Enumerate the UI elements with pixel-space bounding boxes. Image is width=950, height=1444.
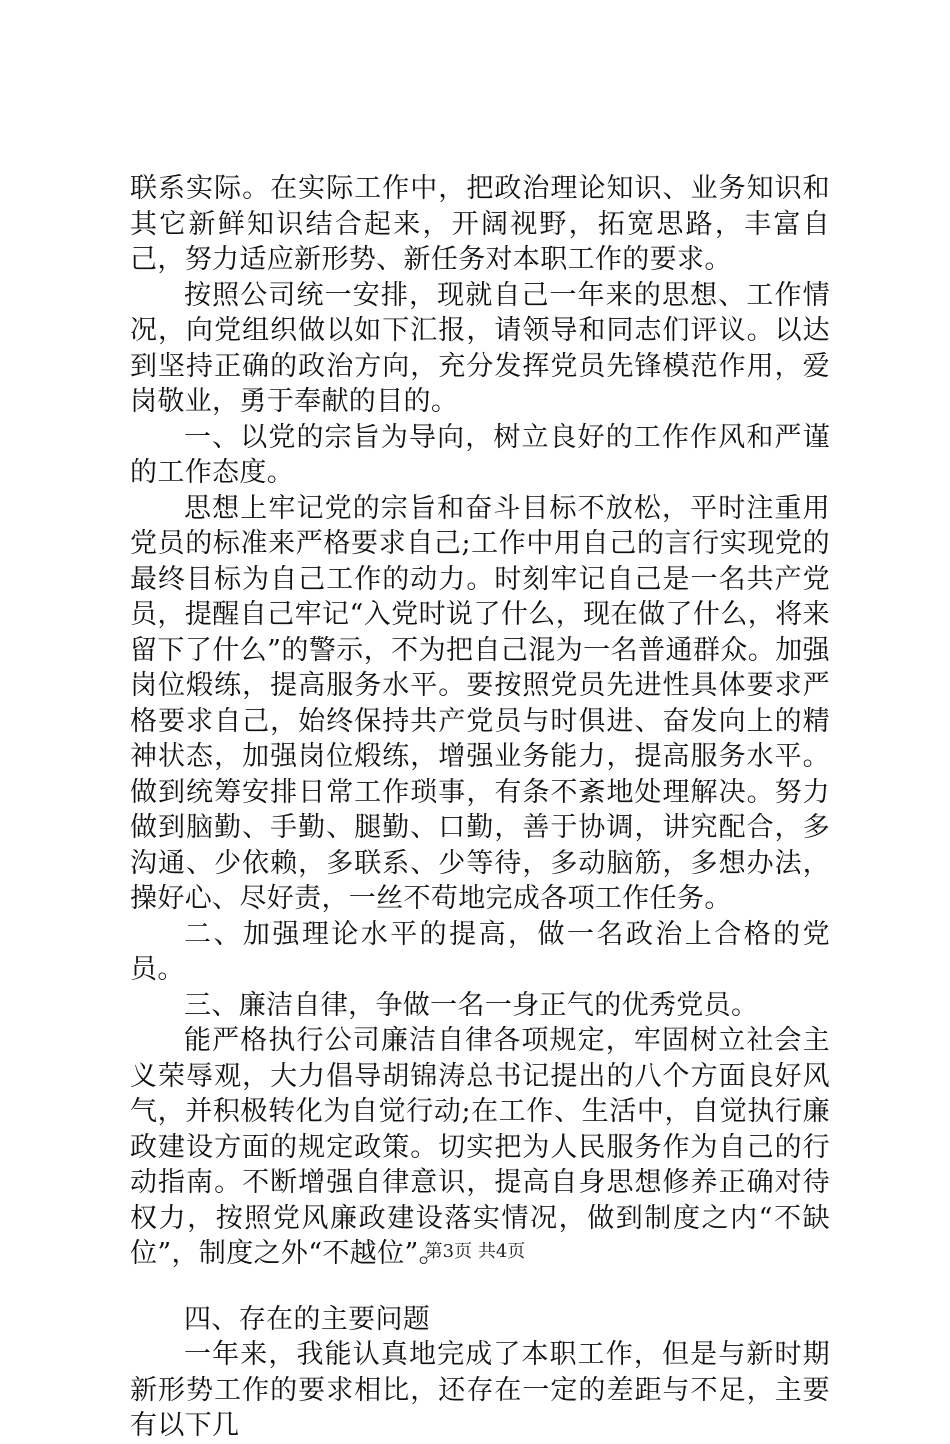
section-heading-4: 四、存在的主要问题 <box>184 1303 431 1335</box>
paragraph-intro: 按照公司统一安排，现就自己一年来的思想、工作情况，向党组织做以如下汇报，请领导和同志们评议。以达到坚持正确的政治方向，充分发挥党员先锋模范作用，爱岗敬业，勇于奉献的目的。 <box>130 279 830 417</box>
paragraph-section-1: 思想上牢记党的宗旨和奋斗目标不放松，平时注重用党员的标准来严格要求自己;工作中用自己的言行实现党的最终目标为自己工作的动力。时刻牢记自己是一名共产党员，提醒自己牢记“入党时说了什么，现在做了什么，将来留下了什么”的警示，不为把自己混为一名普通群众。加强岗位煅练，提高服务水平。要按照党员先进性具体要求严格要求自己，始终保持共产党员与时俱进、奋发向上的精神状态，加强岗位煅练，增强业务能力，提高服务水平。做到统筹安排日常工作琐事，有条不紊地处理解决。努力做到脑勤、手勤、腿勤、口勤，善于协调，讲究配合，多沟通、少依赖，多联系、少等待，多动脑筋，多想办法，操好心、尽好责，一丝不苟地完成各项工作任务。 <box>130 492 830 914</box>
paragraph-section-3: 能严格执行公司廉洁自律各项规定，牢固树立社会主义荣辱观，大力倡导胡锦涛总书记提出的八个方面良好风气，并积极转化为自觉行动;在工作、生活中，自觉执行廉政建设方面的规定政策。切实把为人民服务作为自己的行动指南。不断增强自律意识，提高自身思想修养正确对待权力，按照党风廉政建设落实情况，做到制度之内“不缺位”，制度之外“不越位”。 <box>130 1025 830 1269</box>
page-footer: 第3页 共4页 <box>424 1241 526 1262</box>
paragraph-section-4: 一年来，我能认真地完成了本职工作，但是与新时期新形势工作的要求相比，还存在一定的差距与不足，主要有以下几 <box>130 1339 830 1441</box>
section-heading-2: 二、加强理论水平的提高，做一名政治上合格的党员。 <box>130 918 830 985</box>
section-heading-1: 一、以党的宗旨为导向，树立良好的工作作风和严谨的工作态度。 <box>130 421 830 488</box>
paragraph-continuation: 联系实际。在实际工作中，把政治理论知识、业务知识和其它新鲜知识结合起来，开阔视野，拓宽思路，丰富自己，努力适应新形势、新任务对本职工作的要求。 <box>130 173 830 275</box>
section-heading-3: 三、廉洁自律，争做一名一身正气的优秀党员。 <box>184 989 759 1021</box>
paragraph-gap <box>130 1272 830 1302</box>
